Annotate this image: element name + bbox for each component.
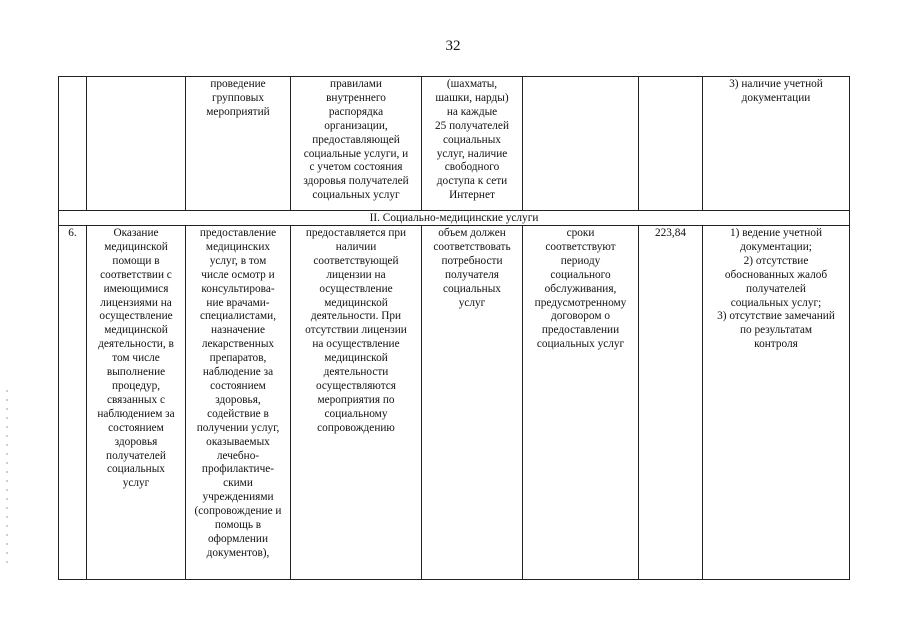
cell-service-terms: сроки соответствуют периоду социального обслуживания, предусмотренному договором о предоставлении социальных услуг [523, 226, 639, 580]
cell-service-volume: (шахматы, шашки, нарды) на каждые 25 получателей социальных услуг, наличие свободного доступа к сети Интернет [422, 77, 523, 211]
cell-quality-indicators: 1) ведение учетной документации; 2) отсутствие обоснованных жалоб получателей социальных услуг; 3) отсутствие замечаний по результатам контроля [703, 226, 850, 580]
cell-tariff: 223,84 [639, 226, 703, 580]
cell-number [59, 77, 87, 211]
cell-service-content: проведение групповых мероприятий [186, 77, 291, 211]
cell-service-content: предоставление медицинских услуг, в том числе осмотр и консультирова- ние врачами- специалистами, назначение лекарственных препаратов, наблюдение за состоянием здоровья, содействие в получении услуг, оказываемых лечебно- профилактиче- скими учреждениями (сопровождение и помощь в оформлении документов), [186, 226, 291, 580]
section-title: II. Социально-медицинские услуги [59, 211, 850, 226]
services-table [58, 76, 850, 580]
cell-provision-conditions: предоставляется при наличии соответствующей лицензии на осуществление медицинской деятельности. При отсутствии лицензии на осуществление медицинской деятельности осуществляются мероприятия по социальному сопровождению [291, 226, 422, 580]
cell-service-name: Оказание медицинской помощи в соответствии с имеющимися лицензиями на осуществление медицинской деятельности, в том числе выполнение процедур, связанных с наблюдением за состоянием здоровья получателей социальных услуг [87, 226, 186, 580]
table-row [59, 77, 850, 211]
cell-service-name [87, 77, 186, 211]
cell-provision-conditions: правилами внутреннего распорядка организации, предоставляющей социальные услуги, и с учетом состояния здоровья получателей социальных услуг [291, 77, 422, 211]
section-header-row [59, 211, 850, 226]
page-number: 32 [445, 38, 461, 54]
cell-tariff [639, 77, 703, 211]
cell-number: 6. [59, 226, 87, 580]
cell-service-volume: объем должен соответствовать потребности получателя социальных услуг [422, 226, 523, 580]
cell-service-terms [523, 77, 639, 211]
table-row [59, 226, 850, 580]
cell-quality-indicators: 3) наличие учетной документации [703, 77, 850, 211]
scan-artifact [6, 390, 8, 570]
